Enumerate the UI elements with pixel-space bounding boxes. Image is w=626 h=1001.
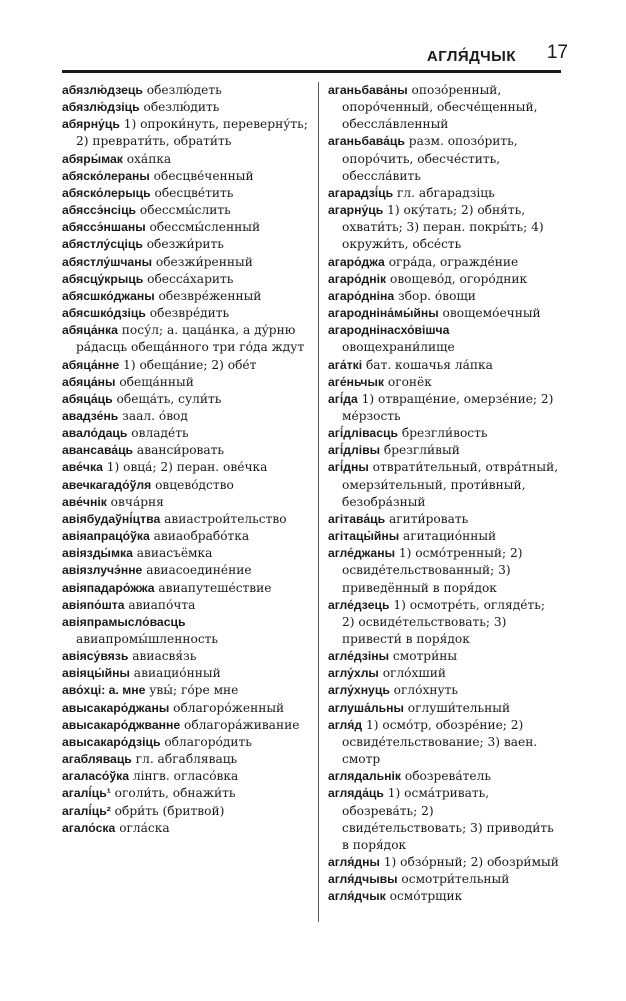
translation: оголи́ть, обнажи́ть — [110, 786, 236, 801]
translation: 1) отвраще́ние, омерзе́ние; 2) ме́рзость — [342, 391, 554, 423]
dictionary-entry — [62, 528, 309, 545]
dictionary-entry — [328, 254, 561, 271]
dictionary-entry — [328, 442, 561, 459]
dictionary-entry — [328, 357, 561, 374]
dictionary-entry — [328, 528, 561, 545]
translation: обезвре́женный — [154, 288, 262, 303]
headword: авіяпо́шта — [62, 597, 125, 612]
dictionary-entry — [62, 785, 309, 802]
translation: обеща́нный — [115, 374, 194, 389]
dictionary-entry — [62, 288, 309, 305]
dictionary-entry — [328, 717, 561, 768]
dictionary-entry — [62, 700, 309, 717]
headword: агля́дчывы — [328, 872, 398, 887]
header-rule — [62, 70, 561, 73]
dictionary-entry — [62, 202, 309, 219]
headword: агаро́дніна — [328, 288, 395, 303]
translation: 1) обзо́рный; 2) обозри́мый — [379, 855, 559, 870]
translation: 1) оку́тать; 2) обня́ть, охвати́ть; 3) перан. покры́ть; 4) окружи́ть, обсе́сть — [342, 203, 544, 252]
dictionary-entry — [62, 545, 309, 562]
headword: ага́ткі — [328, 357, 363, 372]
dictionary-entry — [328, 133, 561, 184]
headword: абязлю́дзіць — [62, 100, 140, 115]
dictionary-entry — [62, 820, 309, 837]
headword: аганьбава́ць — [328, 134, 405, 149]
page-number: 17 — [546, 42, 568, 63]
translation: огра́да, огражде́ние — [384, 254, 519, 269]
translation: посу́л; а. цаца́нка, а ду́рню ра́дасць обеща́нного три го́да ждут — [76, 323, 305, 355]
translation: облагора́живание — [180, 717, 300, 732]
dictionary-entry — [328, 665, 561, 682]
headword: аве́чнік — [62, 494, 107, 509]
headword: авіясу́вязь — [62, 649, 129, 664]
dictionary-entry — [62, 391, 309, 408]
dictionary-entry — [62, 185, 309, 202]
dictionary-entry — [62, 511, 309, 528]
translation: огонёк — [384, 374, 432, 389]
translation: овча́рня — [106, 494, 164, 509]
dictionary-entry — [62, 751, 309, 768]
headword: авіяпрамысло́васць — [62, 614, 186, 629]
headword: авысакаро́джаны — [62, 700, 170, 715]
dictionary-entry — [328, 785, 561, 854]
translation: оха́пка — [122, 151, 172, 166]
dictionary-entry — [328, 871, 561, 888]
headword: абяссэ́ншаны — [62, 220, 146, 235]
translation: осмотри́тельный — [397, 872, 510, 887]
headword: абяца́ць — [62, 391, 113, 406]
headword: агля́дны — [328, 855, 380, 870]
translation: 1) обеща́ние; 2) обе́т — [119, 357, 257, 372]
headword: агле́дзець — [328, 597, 390, 612]
headword: агало́ска — [62, 820, 116, 835]
translation: овощево́д, огоро́дник — [386, 271, 528, 286]
dictionary-entry — [328, 888, 561, 905]
translation: авиацио́нный — [129, 666, 221, 681]
dictionary-entry — [328, 854, 561, 871]
translation: разм. опозо́рить, опоро́чить, обесче́стить, обессла́вить — [342, 134, 518, 183]
dictionary-entry — [62, 477, 309, 494]
dictionary-entry — [62, 648, 309, 665]
dictionary-entry — [328, 425, 561, 442]
dictionary-entry — [62, 116, 309, 150]
translation: обозрева́тель — [401, 769, 492, 784]
translation: 1) осма́тривать, обозрева́ть; 2) свиде́тельствовать; 3) приводи́ть в поря́док — [342, 786, 554, 852]
dictionary-entry — [328, 545, 561, 596]
translation: агитацио́нный — [399, 529, 497, 544]
dictionary-entry — [62, 717, 309, 734]
dictionary-entry — [328, 682, 561, 699]
translation: оглуши́тельный — [403, 700, 511, 715]
translation: огла́ска — [115, 820, 170, 835]
translation: авиаобрабо́тка — [149, 529, 250, 544]
headword: абясцу́крыць — [62, 271, 144, 286]
headword: агле́дзіны — [328, 649, 390, 664]
headword: аглуша́льны — [328, 700, 404, 715]
dictionary-entry — [328, 322, 561, 356]
headword: агі́длівасць — [328, 426, 398, 441]
column-divider — [318, 82, 319, 922]
dictionary-entry — [328, 391, 561, 425]
translation: обеща́ть, сули́ть — [112, 391, 222, 406]
translation: овладе́ть — [127, 426, 189, 441]
translation: обезжи́ренный — [151, 254, 253, 269]
headword: аве́чка — [62, 460, 103, 475]
headword: аглу́хлы — [328, 666, 379, 681]
dictionary-entry — [328, 511, 561, 528]
headword: агаро́днік — [328, 271, 387, 286]
translation: обессмы́сленный — [145, 220, 261, 235]
headword: агароднінасхо́вішча — [328, 323, 450, 338]
headword: аглу́хнуць — [328, 683, 390, 698]
headword: абяссэ́нсіць — [62, 203, 137, 218]
headword: абяско́лерыць — [62, 185, 151, 200]
translation: авиапо́чта — [124, 597, 196, 612]
translation: огло́хнуть — [389, 683, 459, 698]
headword: агалі́ць¹ — [62, 786, 111, 801]
headword: агля́дчык — [328, 889, 386, 904]
translation: бат. кошачья ла́пка — [362, 357, 493, 372]
translation: обессмы́слить — [136, 203, 231, 218]
translation: обезлю́деть — [142, 83, 222, 97]
right-column — [328, 82, 561, 906]
translation: обезлю́дить — [139, 100, 220, 115]
translation: смотри́ны — [389, 649, 458, 664]
headword: агі́длівы — [328, 443, 381, 458]
headword: абяца́ны — [62, 374, 116, 389]
headword: авіябудаўні́цтва — [62, 511, 161, 526]
headword: агарну́ць — [328, 203, 384, 218]
headword: аглядальнік — [328, 769, 401, 784]
headword: агалі́ць² — [62, 803, 111, 818]
headword: абяца́нка — [62, 323, 118, 338]
translation: отврати́тельный, отвра́тный, омерзи́тельный, проти́вный, безобра́зный — [342, 460, 559, 509]
dictionary-entry — [62, 82, 309, 99]
translation: заал. о́вод — [118, 408, 188, 423]
dictionary-entry — [62, 665, 309, 682]
headword: агаласо́ўка — [62, 769, 130, 784]
dictionary-entry — [62, 305, 309, 322]
dictionary-entry — [62, 562, 309, 579]
dictionary-entry — [328, 202, 561, 253]
translation: авиасвя́зь — [128, 649, 197, 664]
translation: авиасоедине́ние — [142, 563, 252, 578]
translation: облагоро́дить — [160, 734, 252, 749]
translation: 1) осмотре́ть, огляде́ть; 2) освиде́тельствовать; 3) привести́ в поря́док — [342, 597, 545, 646]
headword: абястлу́шчаны — [62, 254, 152, 269]
dictionary-entry — [62, 597, 309, 614]
headword: агітацы́йны — [328, 529, 400, 544]
headword: агі́да — [328, 391, 358, 406]
headword: агле́джаны — [328, 546, 395, 561]
dictionary-entry — [62, 236, 309, 253]
dictionary-entry — [328, 82, 561, 133]
dictionary-entry — [328, 305, 561, 322]
dictionary-entry — [62, 425, 309, 442]
headword: агля́д — [328, 717, 363, 732]
translation: гл. абгарадзіць — [393, 185, 495, 200]
translation: осмо́трщик — [385, 889, 463, 904]
dictionary-entry — [328, 768, 561, 785]
translation: обесцве́ченный — [149, 168, 254, 183]
headword: авечкагадо́ўля — [62, 477, 152, 492]
translation: авиапромы́шленность — [76, 632, 219, 646]
headword: аганьбава́ны — [328, 83, 408, 97]
headword: абяца́нне — [62, 357, 120, 372]
dictionary-entry — [62, 408, 309, 425]
headword: абясшко́джаны — [62, 288, 155, 303]
translation: огло́хший — [378, 666, 446, 681]
translation: аванси́ровать — [133, 443, 225, 458]
translation: брезгли́вость — [397, 426, 488, 441]
headword: агі́дны — [328, 460, 369, 475]
translation: овцево́дство — [151, 477, 234, 492]
translation: 1) овца́; 2) перан. ове́чка — [102, 460, 268, 475]
translation: обри́ть (бритвой) — [110, 803, 225, 818]
translation: 1) опроки́нуть, переверну́ть; 2) преврати́ть, обрати́ть — [76, 117, 308, 149]
headword: аге́ньчык — [328, 374, 384, 389]
headword: агабляваць — [62, 752, 132, 767]
left-column — [62, 82, 309, 837]
headword: абястлу́сціць — [62, 237, 143, 252]
dictionary-entry — [62, 682, 309, 699]
dictionary-entry — [328, 648, 561, 665]
dictionary-entry — [328, 597, 561, 648]
headword: авадзе́нь — [62, 408, 119, 423]
headword: авіязды́мка — [62, 546, 133, 561]
headword: абясшко́дзіць — [62, 306, 146, 321]
headword: аво́хці: а. мне — [62, 683, 146, 698]
translation: обесса́харить — [143, 271, 234, 286]
dictionary-entry — [62, 459, 309, 476]
headword: авіяапрацо́ўка — [62, 529, 150, 544]
translation: авиапутеше́ствие — [154, 580, 272, 595]
headword: агародніна́мы́йны — [328, 306, 439, 321]
dictionary-entry — [328, 700, 561, 717]
translation: обезвре́дить — [145, 306, 230, 321]
headword: абяры́мак — [62, 151, 123, 166]
dictionary-entry — [62, 803, 309, 820]
translation: обесцве́тить — [150, 185, 234, 200]
headword: абязлю́дзець — [62, 83, 143, 97]
headword: авіязлучэ́нне — [62, 563, 143, 578]
headword: авіяцы́йны — [62, 666, 130, 681]
translation: 1) осмо́тр, обозре́ние; 2) освиде́тельствование; 3) ваен. смотр — [342, 717, 538, 767]
headword: агітава́ць — [328, 511, 386, 526]
translation: увы́; го́ре мне — [145, 683, 239, 698]
headword: авало́даць — [62, 426, 128, 441]
dictionary-entry — [328, 271, 561, 288]
translation: брезгли́вый — [380, 443, 460, 458]
dictionary-entry — [62, 580, 309, 597]
headword: агарадзі́ць — [328, 185, 394, 200]
dictionary-entry — [62, 614, 309, 648]
dictionary-entry — [62, 494, 309, 511]
translation: обезжи́рить — [142, 237, 224, 252]
dictionary-entry — [62, 168, 309, 185]
dictionary-entry — [62, 768, 309, 785]
dictionary-entry — [62, 254, 309, 271]
translation: овощехрани́лище — [342, 340, 455, 355]
translation: авиасъёмка — [132, 546, 213, 561]
running-head: АГЛЯ́ДЧЫК — [426, 48, 516, 65]
translation: 1) осмо́тренный; 2) освиде́тельствованный; 3) приведённый в поря́док — [342, 546, 523, 595]
dictionary-entry — [62, 442, 309, 459]
dictionary-entry — [328, 374, 561, 391]
headword: абярну́ць — [62, 117, 120, 132]
dictionary-entry — [62, 99, 309, 116]
headword: авіяпадаро́жжа — [62, 580, 155, 595]
dictionary-entry — [328, 459, 561, 510]
headword: авансава́ць — [62, 443, 134, 458]
translation: збор. о́вощи — [394, 288, 476, 303]
dictionary-entry — [62, 357, 309, 374]
translation: агити́ровать — [385, 511, 469, 526]
dictionary-entry — [62, 219, 309, 236]
translation: облагоро́женный — [169, 700, 285, 715]
translation: опозо́ренный, опоро́ченный, обесче́щенный, обессла́вленный — [342, 83, 538, 132]
headword: абяско́лераны — [62, 168, 150, 183]
dictionary-entry — [62, 734, 309, 751]
dictionary-entry — [62, 151, 309, 168]
dictionary-entry — [62, 322, 309, 356]
dictionary-entry — [62, 271, 309, 288]
headword: агаро́джа — [328, 254, 385, 269]
dictionary-entry — [328, 185, 561, 202]
headword: авысакаро́дзіць — [62, 734, 161, 749]
translation: овощемо́ечный — [438, 306, 541, 321]
translation: авиастрои́тельство — [160, 511, 287, 526]
translation: лінгв. огласо́вка — [129, 769, 239, 784]
headword: авысакаро́джванне — [62, 717, 181, 732]
translation: гл. абгабляваць — [131, 752, 238, 767]
dictionary-entry — [62, 374, 309, 391]
headword: агляда́ць — [328, 786, 384, 801]
dictionary-entry — [328, 288, 561, 305]
